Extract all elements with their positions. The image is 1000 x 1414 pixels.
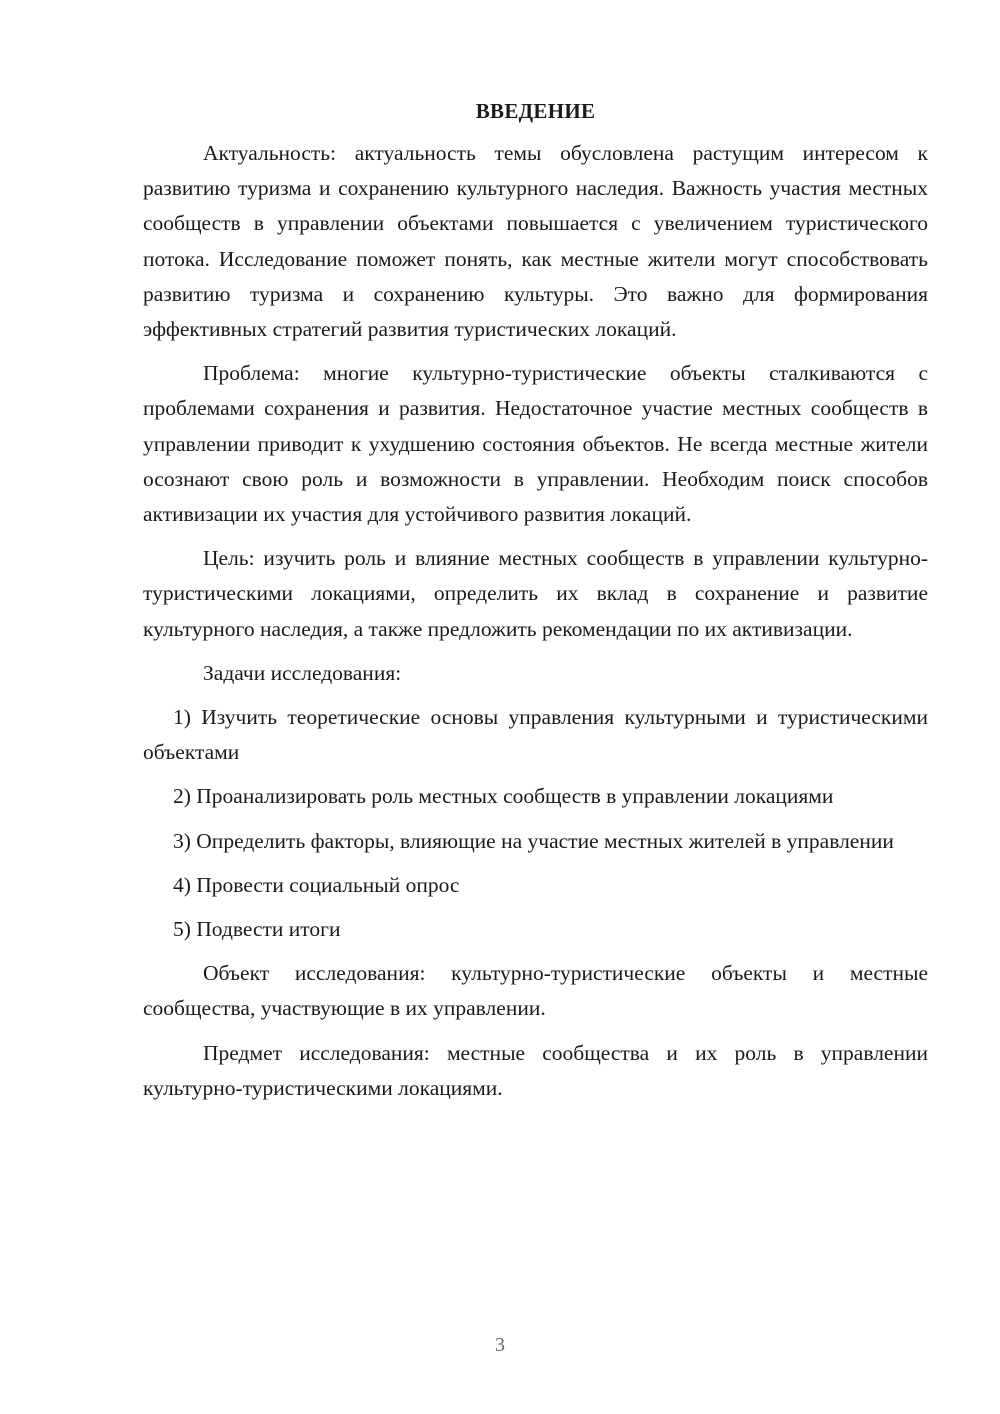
- paragraph-goal: Цель: изучить роль и влияние местных сообществ в управлении культурно-туристическими локациями, определить их вклад в сохранение и развитие культурного наследия, а также предложить рекомендации по их активизации.: [143, 546, 928, 641]
- page-title: ВВЕДЕНИЕ: [475, 99, 596, 123]
- task-item-1: 1) Изучить теоретические основы управления культурными и туристическими объектами: [143, 705, 928, 765]
- page-number: 3: [495, 1334, 505, 1356]
- paragraph-subject: Предмет исследования: местные сообщества и их роль в управлении культурно-туристическими локациями.: [143, 1040, 928, 1100]
- paragraph-problem: Проблема: многие культурно-туристические объекты сталкиваются с проблемами сохранения и развития. Недостаточное участие местных сообществ в управлении приводит к ухудшению состояния объектов. Не всегда местные жители осознают свою роль и возможности в управлении. Необходим поиск способов активизации их участия для устойчивого развития локаций.: [143, 361, 928, 527]
- task-item-5: 5) Подвести итоги: [173, 917, 341, 942]
- task-item-4: 4) Провести социальный опрос: [173, 872, 460, 897]
- tasks-heading: Задачи исследования:: [203, 660, 402, 685]
- paragraph-object: Объект исследования: культурно-туристические объекты и местные сообщества, участвующие в их управлении.: [143, 961, 928, 1021]
- task-item-2: 2) Проанализировать роль местных сообществ в управлении локациями: [173, 784, 834, 809]
- task-item-3: 3) Определить факторы, влияющие на участие местных жителей в управлении: [173, 828, 894, 853]
- document-page: [143, 96, 928, 1106]
- paragraph-relevance: Актуальность: актуальность темы обусловлена растущим интересом к развитию туризма и сохранению культурного наследия. Важность участия местных сообществ в управлении объектами повышается с увеличением туристического потока. Исследование поможет понять, как местные жители могут способствовать развитию туризма и сохранению культуры. Это важно для формирования эффективных стратегий развития туристических локаций.: [143, 141, 928, 342]
